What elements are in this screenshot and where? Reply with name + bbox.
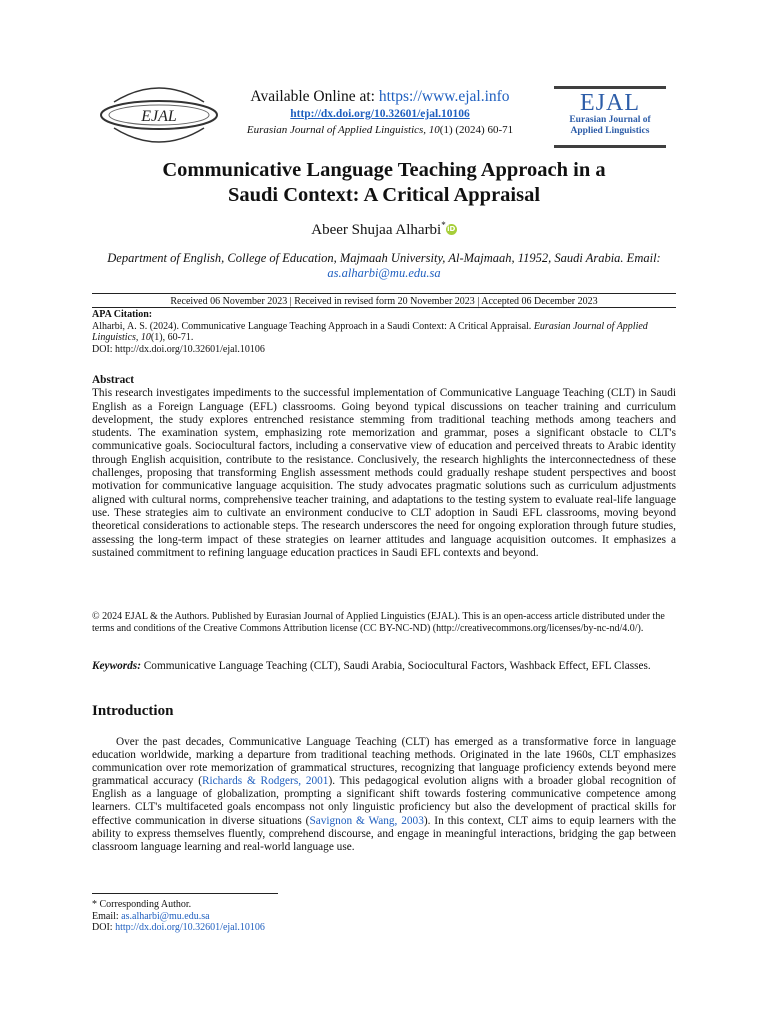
intro-text-2: ). This pedagogical evolution aligns with a broader global recognition of English as a language of globalization, prompting a significant shift towards fostering communicative competence among learners. CLT's multifaceted goals encompass not only linguistic proficiency but also the development of practical skills for effective communication in diverse situations (	[92, 775, 676, 827]
citation-link[interactable]: Savignon & Wang, 2003	[309, 814, 424, 827]
abstract-heading: Abstract	[92, 374, 135, 386]
logo-text: EJAL	[141, 108, 177, 125]
footnote-email	[92, 911, 492, 923]
footnote-doi	[92, 922, 492, 934]
affiliation	[100, 251, 668, 281]
journal-logo	[94, 82, 224, 144]
introduction-heading: Introduction	[92, 703, 174, 719]
apa-heading: APA Citation:	[92, 309, 153, 320]
footnote-divider	[92, 893, 278, 894]
apa-citation	[92, 309, 676, 355]
paper-title	[92, 158, 676, 208]
divider-bottom	[92, 307, 676, 308]
doi-link[interactable]: http://dx.doi.org/10.32601/ejal.10106	[290, 108, 470, 120]
journal-issue-pages: (1) (2024) 60-71	[439, 124, 514, 136]
footnote-email-label: Email:	[92, 910, 122, 922]
journal-reference	[210, 124, 550, 136]
abstract	[92, 374, 676, 560]
keywords-label: Keywords:	[92, 660, 141, 672]
footnote-corresponding: * Corresponding Author.	[92, 899, 192, 910]
apa-doi: DOI: http://dx.doi.org/10.32601/ejal.10106	[92, 343, 265, 355]
availability-label: Available Online at:	[250, 88, 379, 105]
title-line-1: Communicative Language Teaching Approach in a	[162, 159, 606, 181]
brand-sub-1: Eurasian Journal of	[569, 115, 651, 125]
intro-text-3: ). In this context, CLT aims to equip learners with the ability to express themselves fluently, comprehend discourse, and engage in meaningful interactions, bridging the gap between classroom language learning and real-world language use.	[92, 814, 676, 853]
availability-line	[210, 88, 550, 106]
footnote-email-link[interactable]: as.alharbi@mu.edu.sa	[121, 910, 210, 922]
abstract-text: This research investigates impediments to the successful implementation of Communicative Language Teaching (CLT) in Saudi English as a Foreign Language (EFL) classrooms. Going beyond typical discussions on teacher training and curriculum development, the study explores entrenched resistance stemming from traditional teaching methods among teachers and students. The examination system, emphasizing rote memorization and grammar, poses a significant obstacle to CLT's communicative goals. Sociocultural factors, including a conservative view of education and perceived threats to Arabic identity through English acquisition, contribute to the resistance. Conclusively, the research highlights the interconnectedness of these challenges, proposing that transforming English assessment methods could gradually reshape student perspectives and boost motivation for communicative language acquisition. The study advocates pragmatic solutions such as curriculum adjustments aligned with cultural norms, comprehensive teacher training, and adaptations to the testing system to evaluate real-life language use. These strategies aim to cultivate an environment conducive to CLT adoption in Saudi EFL classrooms, moving beyond theoretical considerations to actionable steps. The research underscores the need for ongoing exploration through future studies, assessing the long-term impact of these strategies on learner attitudes and language acquisition outcomes. It emphasizes a sustained commitment to refining language education practices in Saudi EFL contexts and beyond.	[92, 387, 676, 559]
title-line-2: Saudi Context: A Critical Appraisal	[227, 184, 541, 206]
keywords-text: Communicative Language Teaching (CLT), Saudi Arabia, Sociocultural Factors, Washback Effect, EFL Classes.	[140, 660, 651, 672]
author-line	[92, 220, 676, 239]
journal-header	[210, 88, 550, 136]
apa-text	[92, 321, 676, 344]
author-mark: *	[441, 220, 446, 230]
divider-top	[92, 293, 676, 294]
brand-sub-2: Applied Linguistics	[570, 126, 650, 136]
brand-title: EJAL	[580, 90, 640, 116]
footnote	[92, 899, 492, 934]
apa-journal: Eurasian Journal of Applied Linguistics, 10	[92, 320, 648, 343]
affiliation-email-link[interactable]: as.alharbi@mu.edu.sa	[327, 266, 441, 280]
journal-volume: 10	[428, 124, 440, 136]
keywords	[92, 660, 676, 673]
journal-name: Eurasian Journal of Applied Linguistics,	[246, 124, 429, 136]
apa-citation-text: Alharbi, A. S. (2024). Communicative Language Teaching Approach in a Saudi Context: A Critical Appraisal.	[92, 320, 534, 332]
site-link[interactable]: https://www.ejal.info	[378, 88, 510, 105]
orcid-icon[interactable]: iD	[447, 225, 456, 233]
citation-link[interactable]: Richards & Rodgers, 2001	[201, 775, 329, 788]
affiliation-text: Department of English, College of Education, Majmaah University, Al-Majmaah, 11952, Saudi Arabia. Email:	[107, 251, 661, 265]
apa-issue: (1), 60-71.	[150, 332, 194, 343]
author-name: Abeer Shujaa Alharbi	[311, 222, 442, 238]
footnote-doi-label: DOI:	[92, 922, 116, 933]
introduction-paragraph	[92, 736, 676, 854]
license-notice: © 2024 EJAL & the Authors. Published by Eurasian Journal of Applied Linguistics (EJAL). This is an open-access article distributed under the terms and conditions of the Creative Commons Attribution license (CC BY-NC-ND) (http://creativecommons.org/licenses/by-nc-nd/4.0/).	[92, 611, 665, 634]
ejal-brand-logo	[554, 86, 666, 148]
footnote-doi-link[interactable]: http://dx.doi.org/10.32601/ejal.10106	[115, 922, 265, 933]
received-dates: Received 06 November 2023 | Received in revised form 20 November 2023 | Accepted 06 December 2023	[170, 296, 598, 307]
intro-text-1: Over the past decades, Communicative Language Teaching (CLT) has emerged as a transformative force in language education worldwide, marking a departure from traditional teaching methods. Originated in the late 1960s, CLT emphasizes communication over rote memorization of grammatical structures, recognizing that language proficiency extends beyond mere grammatical accuracy (	[92, 736, 676, 788]
